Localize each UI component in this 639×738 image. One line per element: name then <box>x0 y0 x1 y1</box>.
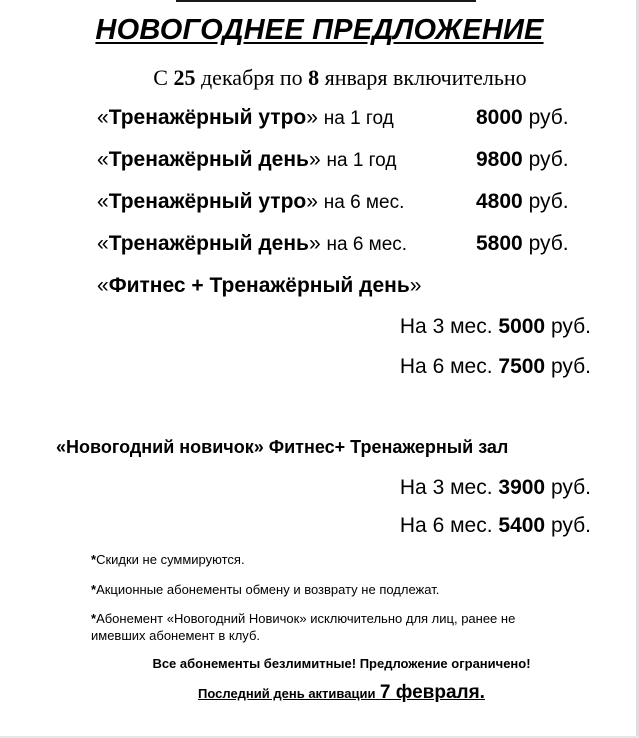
last-activation-day: Последний день активации 7 февраля. <box>198 682 485 703</box>
note-3: *Абонемент «Новогодний Новичок» исключительно для лиц, ранее не имевших абонемент в клуб. <box>91 611 516 643</box>
promo-period: С 25 декабря по 8 января включительно <box>153 65 527 90</box>
fitness-option-1: На 3 мес. 5000 руб. <box>399 315 591 338</box>
offer-term: на 6 мес. <box>326 234 408 255</box>
offer-price-1: 8000 руб. <box>476 106 569 129</box>
offer-name: Тренажёрный утро <box>108 190 307 213</box>
newcomer-option-1: На 3 мес. 3900 руб. <box>399 476 591 499</box>
offer-price-3: 4800 руб. <box>476 190 569 213</box>
unlimited-notice: Все абонементы безлимитные! Предложение ограничено! <box>152 656 531 671</box>
newcomer-title: «Новогодний новичок» Фитнес+ Тренажерный зал <box>56 437 509 457</box>
note-1: *Скидки не суммируются. <box>91 552 245 567</box>
note-2: *Акционные абонементы обмену и возврату не подлежат. <box>91 582 440 597</box>
offer-name: Тренажёрный утро <box>108 106 307 129</box>
offer-row-3: «Тренажёрный утро» на 6 мес. <box>97 190 405 213</box>
offer-term: на 1 год <box>323 108 394 129</box>
offer-price-2: 9800 руб. <box>476 148 569 171</box>
offer-row-2: «Тренажёрный день» на 1 год <box>97 148 397 171</box>
fitness-option-2: На 6 мес. 7500 руб. <box>399 355 591 378</box>
offer-row-1: «Тренажёрный утро» на 1 год <box>97 106 394 129</box>
cropped-previous-line <box>176 0 476 2</box>
fitness-combo-title: «Фитнес + Тренажёрный день» <box>97 274 422 297</box>
offer-term: на 6 мес. <box>323 192 405 213</box>
offer-name: Тренажёрный день <box>108 148 309 171</box>
page-title: НОВОГОДНЕЕ ПРЕДЛОЖЕНИЕ <box>95 14 544 46</box>
offer-term: на 1 год <box>326 150 397 171</box>
offer-name: Тренажёрный день <box>108 232 309 255</box>
newcomer-option-2: На 6 мес. 5400 руб. <box>399 514 591 537</box>
offer-price-4: 5800 руб. <box>476 232 569 255</box>
offer-row-4: «Тренажёрный день» на 6 мес. <box>97 232 408 255</box>
